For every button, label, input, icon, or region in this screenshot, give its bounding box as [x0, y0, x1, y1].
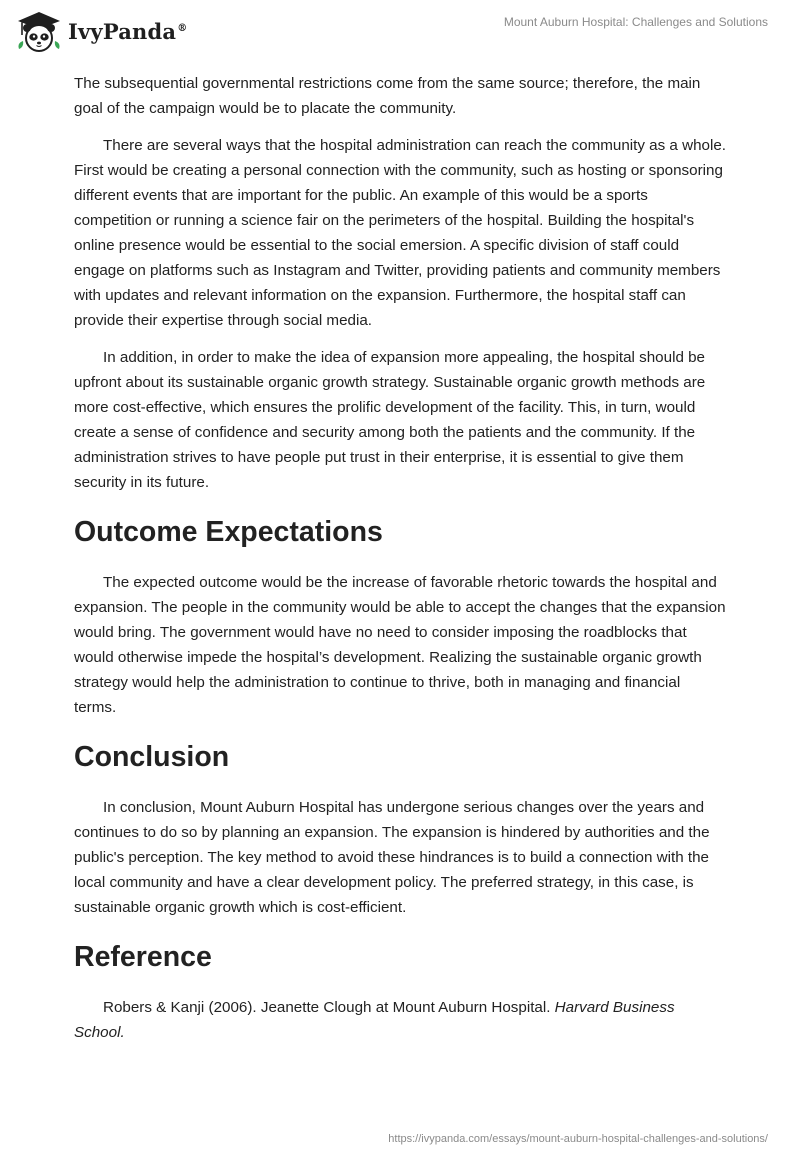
source-url[interactable]: https://ivypanda.com/essays/mount-auburn-hospital-challenges-and-solutions/ [388, 1133, 768, 1145]
heading-reference: Reference [74, 941, 212, 973]
paragraph-conclusion: In conclusion, Mount Auburn Hospital has undergone serious changes over the years and continues to do so by planning an expansion. The expansion is hindered by authorities and the public's perception. The key method to avoid these hindrances is to build a connection with the local community and have a clear development policy. The preferred strategy, in this case, is sustainable organic growth which is cost-efficient. [74, 799, 710, 916]
page-header [0, 0, 800, 68]
brand-name: IvyPanda® [68, 18, 188, 44]
document-title: Mount Auburn Hospital: Challenges and Solutions [503, 15, 768, 29]
paragraph-continuation: The subsequential governmental restrictions come from the same source; therefore, the main goal of the campaign would be to placate the community. [74, 75, 701, 117]
paragraph-community-outreach: There are several ways that the hospital administration can reach the community as a whole. First would be creating a personal connection with the community, such as hosting or sponsoring different events that are important for the public. An example of this would be a sports competition or running a science fair on the perimeters of the hospital. Building the hospital's online presence would be essential to the social emersion. A specific division of staff could engage on platforms such as Instagram and Twitter, providing patients and community members with updates and relevant information on the expansion. Furthermore, the hospital staff can provide their expertise through social media. [74, 137, 726, 329]
heading-conclusion: Conclusion [74, 741, 230, 773]
reference-text: Robers & Kanji (2006). Jeanette Clough at Mount Auburn Hospital. [103, 999, 555, 1016]
reference-source: Harvard Business School [74, 999, 675, 1041]
essay-content [74, 71, 726, 1057]
ivypanda-logo[interactable] [14, 9, 187, 53]
paragraph-growth-strategy: In addition, in order to make the idea of expansion more appealing, the hospital should be upfront about its sustainable organic growth strategy. Sustainable organic growth methods are more cost-effective, which ensures the prolific development of the facility. This, in turn, would create a sense of confidence and security among both the patients and the community. If the administration strives to have people put trust in their enterprise, it is essential to give them security in its future. [74, 349, 706, 491]
reference-end: . [120, 1024, 125, 1041]
heading-outcome-expectations: Outcome Expectations [74, 516, 383, 548]
panda-graduate-icon [14, 9, 64, 53]
paragraph-outcome: The expected outcome would be the increase of favorable rhetoric towards the hospital and expansion. The people in the community would be able to accept the changes that the expansion would bring. The government would have no need to consider imposing the roadblocks that would otherwise impede the hospital’s development. Realizing the sustainable organic growth strategy would help the administration to continue to thrive, both in managing and financial terms. [74, 574, 726, 716]
reference-entry [74, 995, 726, 1045]
